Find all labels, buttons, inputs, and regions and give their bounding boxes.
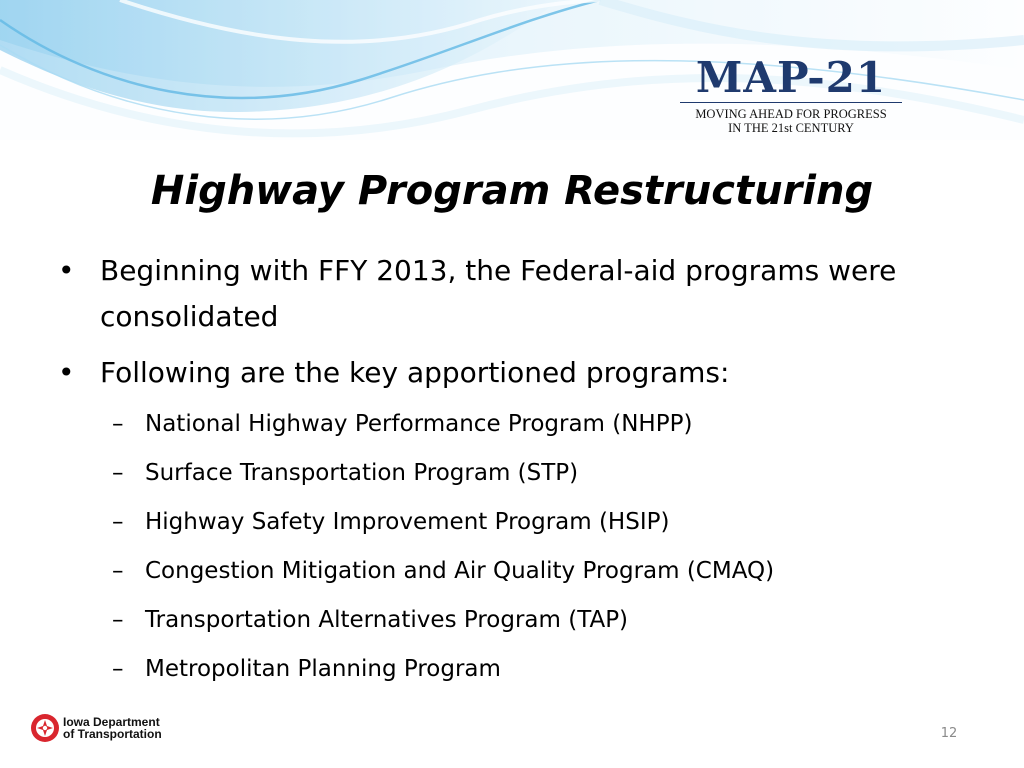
slide-title: Highway Program Restructuring (150, 168, 874, 214)
logo-subtitle-line2: IN THE 21st CENTURY (728, 121, 854, 135)
program-text: National Highway Performance Program (NHPP) (145, 411, 693, 437)
dash-glyph: – (112, 558, 124, 584)
program-text: Highway Safety Improvement Program (HSIP) (145, 509, 670, 535)
program-item (100, 645, 958, 694)
iowa-dot-logo (30, 712, 162, 744)
program-text: Surface Transportation Program (STP) (145, 460, 579, 486)
bullet-item (58, 248, 958, 340)
bullet-glyph: • (58, 254, 75, 287)
program-text: Congestion Mitigation and Air Quality Program (CMAQ) (145, 558, 775, 584)
program-item (100, 596, 958, 645)
dash-glyph: – (112, 460, 124, 486)
page-number: 12 (940, 726, 958, 741)
bullet-item (58, 350, 958, 694)
program-item (100, 547, 958, 596)
bullet-glyph: • (58, 356, 75, 389)
dash-glyph: – (112, 509, 124, 535)
dash-glyph: – (112, 607, 124, 633)
program-item (100, 449, 958, 498)
bullet-list (58, 248, 958, 694)
logo-subtitle-line1: MOVING AHEAD FOR PROGRESS (695, 107, 887, 121)
footer-org-line2: of Transportation (63, 727, 162, 741)
logo-divider (680, 102, 902, 103)
footer-org-line1: Iowa Department (63, 715, 160, 729)
bullet-text: Following are the key apportioned programs: (100, 356, 730, 389)
dash-glyph: – (112, 411, 124, 437)
program-item (100, 400, 958, 449)
program-list (100, 400, 958, 694)
iowa-dot-logo-icon (30, 713, 60, 743)
map21-logo (680, 53, 902, 135)
dash-glyph: – (112, 656, 124, 682)
bullet-text: Beginning with FFY 2013, the Federal-aid programs were consolidated (100, 254, 897, 333)
logo-title: MAP-21 (695, 53, 887, 102)
program-text: Transportation Alternatives Program (TAP) (145, 607, 629, 633)
program-text: Metropolitan Planning Program (145, 656, 501, 682)
program-item (100, 498, 958, 547)
